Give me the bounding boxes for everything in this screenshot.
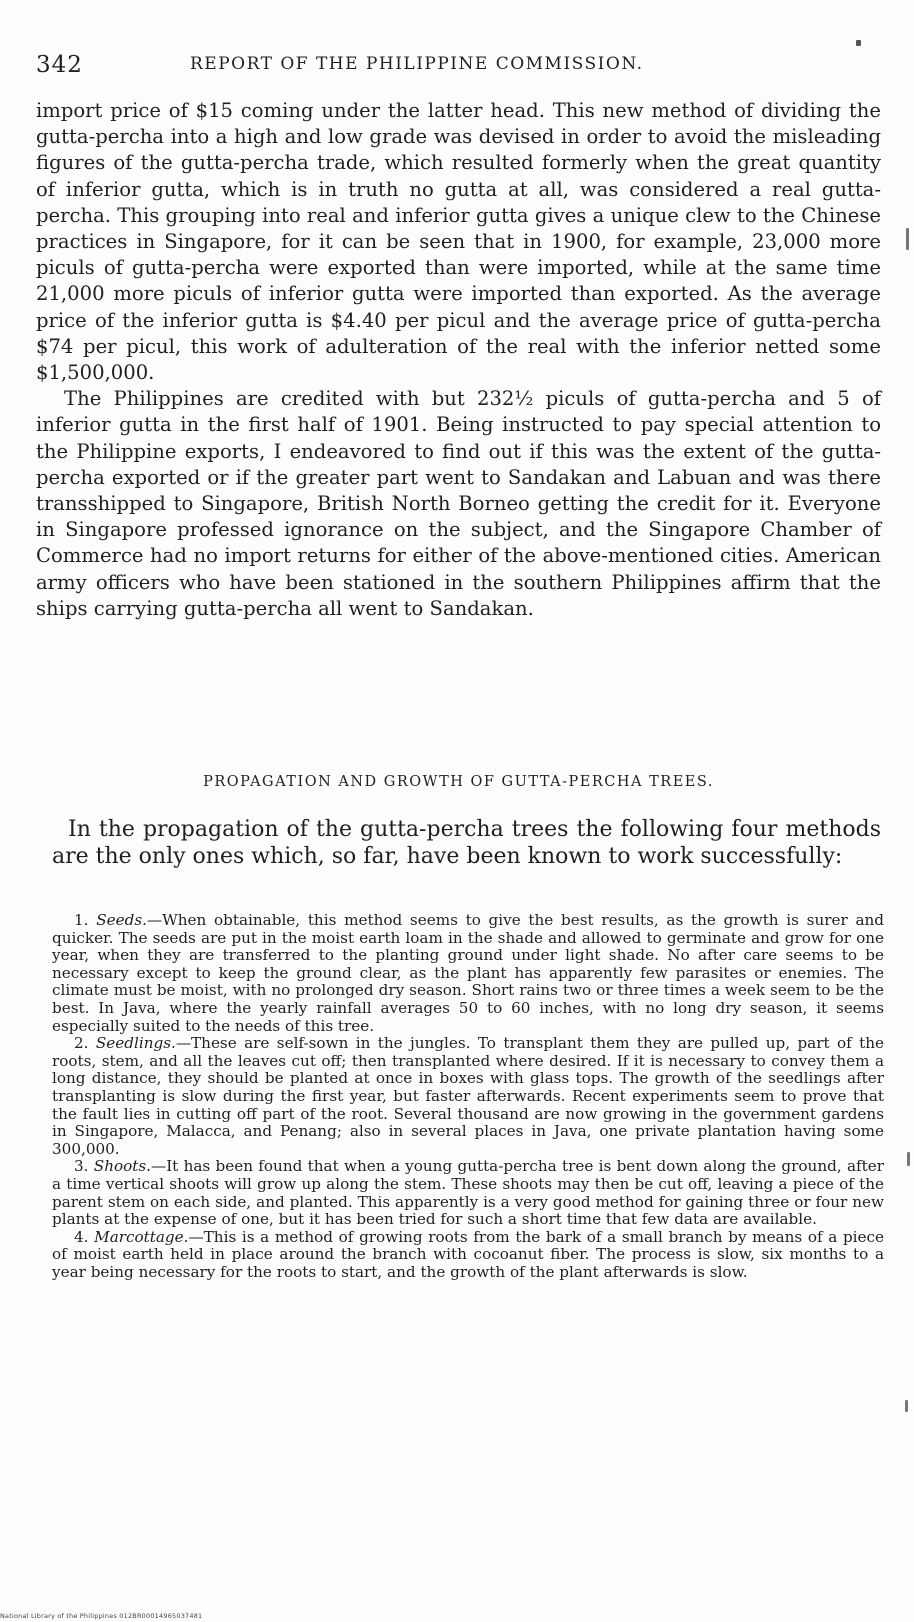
method-term: Shoots.: [93, 1157, 151, 1176]
method-number: 4.: [74, 1227, 89, 1246]
method-term: Marcottage.: [94, 1227, 189, 1246]
page-number: 342: [36, 52, 83, 78]
method-term: Seeds.: [96, 911, 147, 929]
method-text: —This is a method of growing roots from the bark of a small branch by means of a piece of moist earth held in place around the branch with cocoanut fiber. The process is slow, six months to a year being necessary for the roots to start, and the growth of the plant afterwards is slow.: [52, 1227, 885, 1281]
method-number: 1.: [74, 911, 89, 929]
paragraph-adulteration: import price of $15 coming under the latter head. This new method of dividing the gutta-percha into a high and low grade was devised in order to avoid the misleading figures of the gutta-percha trade, which resulted formerly when the great quantity of inferior gutta, which is in truth no gutta at all, was considered a real gutta-percha. This grouping into real and inferior gutta gives a unique clew to the Chinese practices in Singapore, for it can be seen that in 1900, for example, 23,000 more piculs of gutta-percha were exported than were imported, while at the same time 21,000 more piculs of inferior gutta were imported than exported. As the average price of the inferior gutta is $4.40 per picul and the average price of gutta-percha $74 per picul, this work of adulteration of the real with the inferior netted some $1,500,000.: [36, 99, 881, 385]
method-marcottage: [52, 1229, 884, 1282]
methods-list: [52, 912, 884, 1281]
method-number: 2.: [74, 1034, 89, 1053]
scan-edge-mark: [905, 1400, 908, 1412]
running-title: REPORT OF THE PHILIPPINE COMMISSION.: [190, 54, 644, 74]
scan-edge-mark: [906, 228, 909, 250]
method-term: Seedlings.: [95, 1034, 176, 1053]
page-header: [36, 48, 896, 88]
method-number: 3.: [74, 1157, 89, 1176]
scan-speck: [856, 40, 861, 46]
body-text: [36, 98, 881, 622]
section-heading: PROPAGATION AND GROWTH OF GUTTA-PERCHA TREES.: [203, 774, 714, 790]
method-text: —When obtainable, this method seems to give the best results, as the growth is surer and quicker. The seeds are put in the moist earth loam in the shade and allowed to germinate and grow for one year, when they are transferred to the planting ground under light shade. No after care seems to be necessary except to keep the ground clear, as the plant has apparently few parasites or enemies. The climate must be moist, with no prolonged dry season. Short rains two or three times a week seem to be the best. In Java, where the yearly rainfall averages 50 to 60 inches, with no long dry season, it seems especially suited to the needs of this tree.: [52, 911, 885, 1035]
section-intro: In the propagation of the gutta-percha trees the following four methods are the only ones which, so far, have been known to work successfully:: [52, 817, 881, 869]
method-seeds: [52, 912, 884, 1035]
paragraph-philippine-exports: The Philippines are credited with but 232½ piculs of gutta-percha and 5 of inferior gutta in the first half of 1901. Being instructed to pay special attention to the Philippine exports, I endeavored to find out if this was the extent of the gutta-percha exported or if the greater part went to Sandakan and Labuan and was there transshipped to Singapore, British North Borneo getting the credit for it. Everyone in Singapore professed ignorance on the subject, and the Singapore Chamber of Commerce had no import returns for either of the above-mentioned cities. American army officers who have been stationed in the southern Philippines affirm that the ships carrying gutta-percha all went to Sandakan.: [36, 387, 881, 620]
scan-identifier: National Library of the Philippines 012BR00014965037481: [0, 1612, 203, 1620]
method-seedlings: [52, 1035, 884, 1158]
method-text: —It has been found that when a young gutta-percha tree is bent down along the ground, after a time vertical shoots will grow up along the stem. These shoots may then be cut off, leaving a piece of the parent stem on each side, and planted. This apparently is a very good method for gaining three or four new plants at the expense of one, but it has been tried for such a short time that few data are available.: [52, 1157, 884, 1229]
scan-edge-mark: [907, 1152, 910, 1166]
method-text: —These are self-sown in the jungles. To transplant them they are pulled up, part of the roots, stem, and all the leaves cut off; then transplanted where desired. If it is necessary to convey them a long distance, they should be planted at once in boxes with glass tops. The growth of the seedlings after transplanting is slow during the first year, but faster afterwards. Recent experiments seem to prove that the fault lies in cutting off part of the root. Several thousand are now growing in the government gardens in Singapore, Malacca, and Penang; also in several places in Java, one private plantation having some 300,000.: [52, 1034, 884, 1158]
method-shoots: [52, 1158, 884, 1228]
